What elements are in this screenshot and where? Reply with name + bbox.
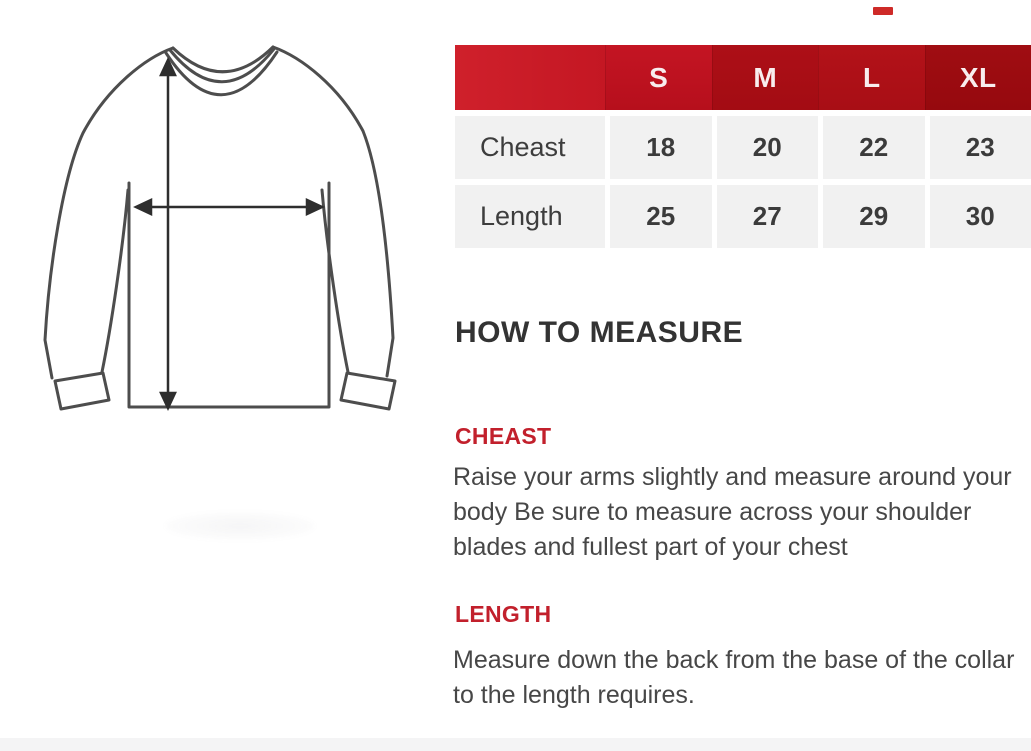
size-table-header-row bbox=[455, 45, 1031, 110]
left-sleeve-inner bbox=[102, 190, 128, 372]
right-sleeve-inner bbox=[322, 190, 348, 372]
chest-section-body: Raise your arms slightly and measure around your body Be sure to measure across your shoulder blades and fullest part of your chest bbox=[453, 463, 1012, 561]
length-section-heading: LENGTH bbox=[455, 601, 552, 627]
table-row-chest bbox=[455, 116, 1031, 179]
length-section-body: Measure down the back from the base of the collar to the length requires. bbox=[453, 646, 1015, 709]
length-arrow bbox=[161, 60, 175, 408]
length-value-l: 29 bbox=[823, 185, 925, 248]
right-cuff bbox=[341, 373, 395, 409]
chest-section-heading: CHEAST bbox=[455, 423, 552, 449]
how-to-measure-title: HOW TO MEASURE bbox=[455, 316, 744, 349]
header-size-l: L bbox=[818, 45, 925, 110]
row-label-length: Length bbox=[455, 185, 605, 248]
bottom-divider-bar bbox=[0, 738, 1031, 751]
header-size-m: M bbox=[712, 45, 819, 110]
chest-value-l: 22 bbox=[823, 116, 925, 179]
left-cuff bbox=[55, 373, 109, 409]
right-sleeve-outer bbox=[273, 47, 393, 376]
header-empty-cell bbox=[455, 45, 605, 110]
chest-value-m: 20 bbox=[717, 116, 819, 179]
length-value-s: 25 bbox=[610, 185, 712, 248]
table-row-length bbox=[455, 185, 1031, 248]
row-label-chest: Cheast bbox=[455, 116, 605, 179]
size-table bbox=[455, 45, 1031, 248]
chest-arrow bbox=[136, 200, 322, 214]
torso-outline bbox=[129, 183, 329, 407]
header-size-xl: XL bbox=[925, 45, 1031, 110]
header-size-s: S bbox=[605, 45, 712, 110]
red-dash-artifact bbox=[873, 7, 893, 15]
chest-value-xl: 23 bbox=[930, 116, 1031, 179]
shirt-measurement-diagram bbox=[15, 28, 435, 478]
length-value-xl: 30 bbox=[930, 185, 1031, 248]
length-value-m: 27 bbox=[717, 185, 819, 248]
chest-value-s: 18 bbox=[610, 116, 712, 179]
watermark-smudge bbox=[165, 512, 315, 540]
